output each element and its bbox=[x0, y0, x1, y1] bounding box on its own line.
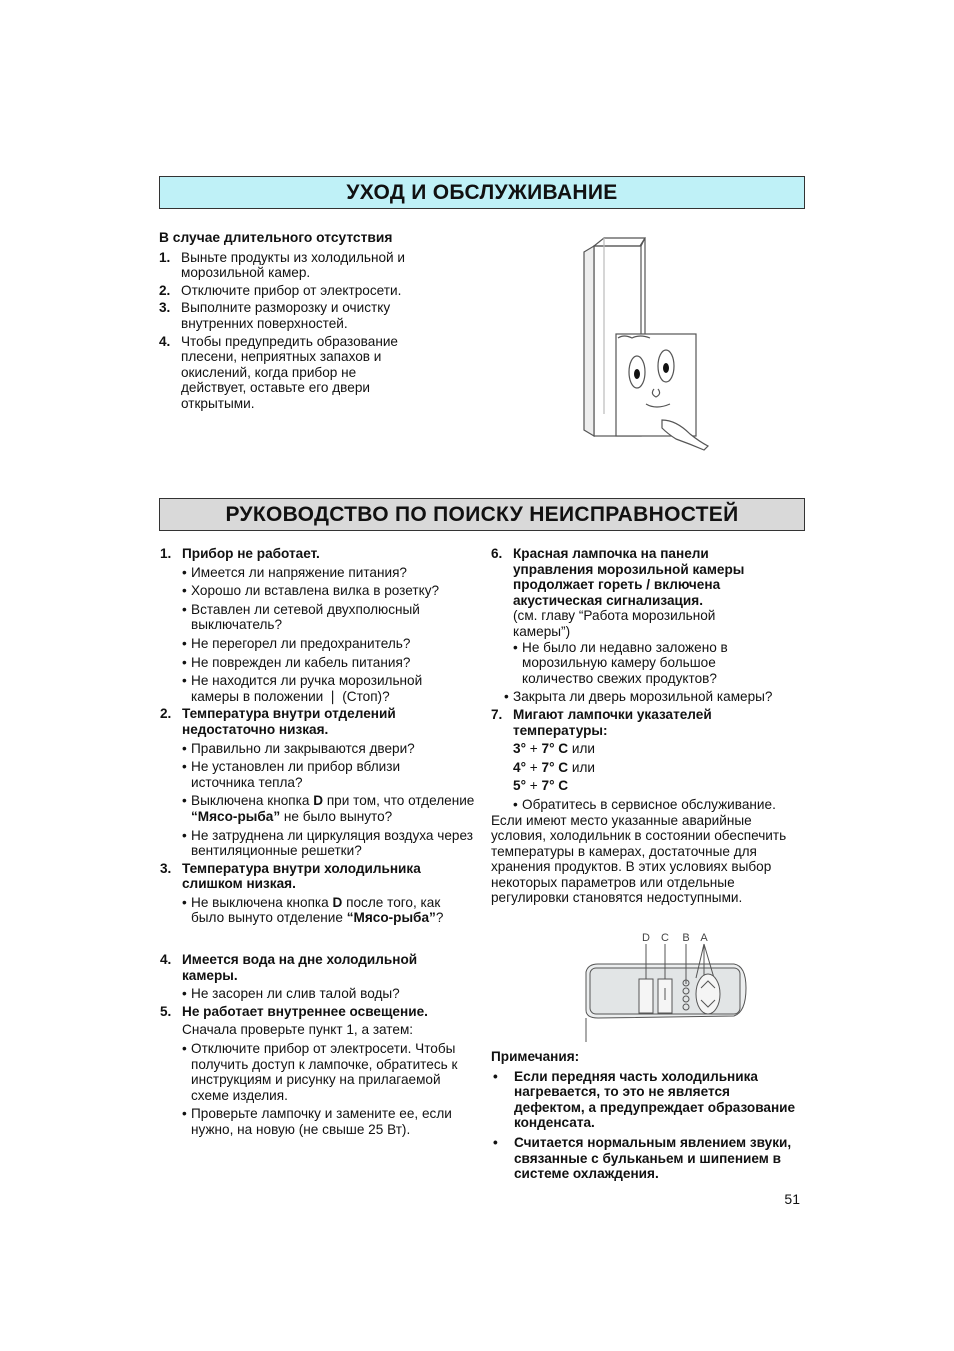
care-step-text: Выньте продукты из холодильной и морозильной камер. bbox=[181, 249, 405, 281]
trouble-item-4 bbox=[160, 952, 472, 983]
check-bullet bbox=[182, 793, 476, 824]
item-number: 6. bbox=[491, 546, 503, 561]
control-panel-illustration bbox=[584, 928, 748, 1044]
care-step-text: Выполните разморозку и очистку внутренних поверхностей. bbox=[181, 300, 391, 331]
care-section bbox=[159, 230, 459, 412]
temp-high: 7 bbox=[541, 778, 550, 794]
item-number: 3. bbox=[160, 860, 172, 876]
temp-suffix: или bbox=[568, 759, 595, 775]
care-subtitle: В случае длительного отсутствия bbox=[159, 230, 393, 245]
item-reference: (см. главу “Работа морозильной камеры”) bbox=[513, 608, 716, 639]
notes-title: Примечания: bbox=[491, 1049, 580, 1064]
care-step bbox=[159, 250, 459, 281]
temperature-line: 4° + 7° C или bbox=[513, 759, 595, 775]
check-bullet: • Отключите прибор от электросети. Чтобы получить доступ к лампочке, обратитесь к инструкциям и рисунку на прилагаемой схеме изделия. bbox=[182, 1041, 466, 1103]
trouble-title: РУКОВОДСТВО ПО ПОИСКУ НЕИСПРАВНОСТЕЙ bbox=[159, 498, 805, 531]
temp-low: 5 bbox=[513, 778, 521, 794]
trouble-item-3 bbox=[160, 861, 472, 892]
care-step-num: 3. bbox=[159, 300, 171, 316]
check-bullet: • Не находится ли ручка морозильной камеры в положении ❘ (Стоп)? bbox=[182, 673, 466, 704]
care-step bbox=[159, 300, 459, 331]
care-step-num: 4. bbox=[159, 333, 171, 349]
trouble-item-5 bbox=[160, 1004, 472, 1020]
item-number: 2. bbox=[160, 706, 172, 722]
care-step bbox=[159, 283, 459, 299]
temp-high: 7 bbox=[541, 741, 550, 757]
item-number: 4. bbox=[160, 952, 172, 968]
temperature-line: 5° + 7° C bbox=[513, 778, 569, 794]
item-number: 5. bbox=[160, 1003, 172, 1019]
note-text: Если передняя часть холодильника нагревается, то это не является дефектом, а предупреждает образование конденсата. bbox=[514, 1068, 796, 1131]
trouble-right-column bbox=[491, 546, 803, 906]
check-bullet: • Имеется ли напряжение питания? bbox=[182, 565, 472, 581]
care-step-text: Чтобы предупредить образование плесени, неприятных запахов и окислений, когда прибор не действует, оставьте его двери открытыми. bbox=[181, 333, 398, 411]
button-key: D bbox=[332, 894, 343, 910]
trouble-item-2 bbox=[160, 706, 472, 737]
check-bullet: • Не установлен ли прибор вблизи источника тепла? bbox=[182, 759, 436, 790]
item-intro: Сначала проверьте пункт 1, а затем: bbox=[182, 1022, 414, 1038]
check-bullet: • Закрыта ли дверь морозильной камеры? bbox=[504, 689, 813, 705]
trouble-item-7 bbox=[491, 707, 803, 738]
fridge-illustration bbox=[580, 234, 720, 456]
trouble-left-column bbox=[160, 546, 475, 1138]
check-bullet: • Обратитесь в сервисное обслуживание. bbox=[513, 797, 803, 813]
care-step bbox=[159, 334, 459, 412]
check-bullet: • Не было ли недавно заложено в морозильную камеру большое количество свежих продуктов? bbox=[513, 640, 767, 687]
item-heading: Температура внутри холодильника слишком низкая. bbox=[182, 860, 421, 892]
button-key: D bbox=[313, 793, 324, 809]
check-bullet: • Проверьте лампочку и замените ее, если нужно, на новую (не свыше 25 Вт). bbox=[182, 1106, 476, 1137]
temp-low: 3 bbox=[513, 741, 521, 757]
text: ? bbox=[435, 910, 444, 926]
care-step-num: 1. bbox=[159, 249, 171, 265]
note-item: • Если передняя часть холодильника нагревается, то это не является дефектом, а предупреждает образование конденсата. bbox=[493, 1068, 796, 1131]
temp-suffix: или bbox=[568, 741, 595, 757]
panel-label-c: C bbox=[661, 932, 669, 944]
check-bullet: • Хорошо ли вставлена вилка в розетку? bbox=[182, 583, 472, 599]
text: Выключена кнопка bbox=[191, 793, 314, 809]
temp-low: 4 bbox=[513, 759, 521, 775]
check-bullet: • Не затруднена ли циркуляция воздуха через вентиляционные решетки? bbox=[182, 828, 476, 859]
temp-high: 7 bbox=[541, 759, 550, 775]
item-heading: Прибор не работает. bbox=[182, 546, 320, 561]
text: не было вынуто? bbox=[280, 808, 393, 824]
trouble-item-6 bbox=[491, 546, 803, 608]
note-text: Считается нормальным явлением звуки, связанные с бульканьем и шипением в системе охлаждения. bbox=[514, 1134, 792, 1182]
text: после того, как было вынуто отделение bbox=[191, 894, 441, 926]
item-heading: Температура внутри отделений недостаточно низкая. bbox=[182, 706, 396, 737]
item-number: 7. bbox=[491, 706, 503, 722]
compartment-name: “Мясо-рыба” bbox=[191, 808, 281, 824]
panel-label-d: D bbox=[642, 932, 650, 944]
panel-label-a: A bbox=[700, 932, 708, 944]
check-bullet: • Не засорен ли слив талой воды? bbox=[182, 986, 472, 1002]
care-step-text: Отключите прибор от электросети. bbox=[181, 282, 402, 298]
check-bullet: • Не поврежден ли кабель питания? bbox=[182, 655, 472, 671]
check-bullet: • Не перегорел ли предохранитель? bbox=[182, 636, 472, 652]
text: при том, что отделение bbox=[323, 793, 475, 809]
care-title: УХОД И ОБСЛУЖИВАНИЕ bbox=[159, 176, 805, 209]
item-heading: Имеется вода на дне холодильной камеры. bbox=[182, 952, 418, 983]
item-heading: Красная лампочка на панели управления морозильной камеры продолжает гореть / включена акустическая сигнализация. bbox=[513, 546, 745, 608]
compartment-name: “Мясо-рыба” bbox=[346, 910, 436, 926]
emergency-paragraph: Если имеют место указанные аварийные условия, холодильник в состоянии обеспечить температуры в камерах, достаточные для хранения продуктов. В этих условиях выбор некоторых параметров или отдельные регулировки становятся недоступными. bbox=[491, 812, 787, 906]
trouble-item-1 bbox=[160, 546, 472, 562]
panel-label-b: B bbox=[682, 932, 690, 944]
temperature-line: 3° + 7° C или bbox=[513, 741, 595, 757]
item-number: 1. bbox=[160, 546, 172, 561]
check-bullet: • Вставлен ли сетевой двухполюсный выключатель? bbox=[182, 602, 461, 633]
check-bullet bbox=[182, 895, 461, 926]
page-number: 51 bbox=[784, 1191, 800, 1207]
item-heading: Не работает внутреннее освещение. bbox=[182, 1003, 428, 1019]
notes-section bbox=[491, 1049, 801, 1182]
text: Не выключена кнопка bbox=[191, 894, 333, 910]
check-bullet: • Правильно ли закрываются двери? bbox=[182, 741, 472, 757]
care-step-num: 2. bbox=[159, 282, 171, 298]
item-heading: Мигают лампочки указателей температуры: bbox=[513, 706, 712, 738]
note-item: • Считается нормальным явлением звуки, связанные с бульканьем и шипением в системе охлаждения. bbox=[493, 1134, 792, 1182]
